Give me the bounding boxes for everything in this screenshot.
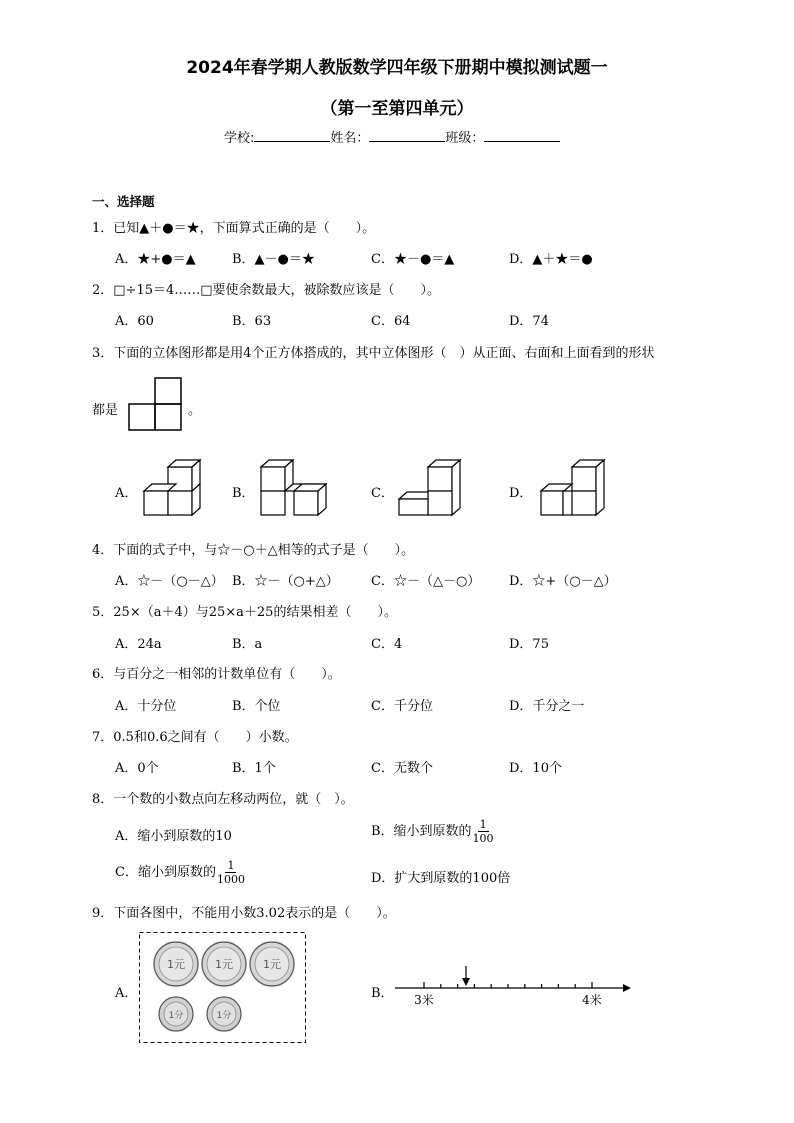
- coin-1-yuan: [202, 942, 246, 986]
- coin-1-fen: [207, 997, 241, 1031]
- ruler-figure[interactable]: [395, 962, 635, 1012]
- fraction-numerator: 1: [227, 859, 235, 872]
- cube-figure-c[interactable]: [398, 459, 463, 519]
- coins-figure[interactable]: [139, 932, 307, 1044]
- option-c[interactable]: C．千分位: [371, 699, 433, 714]
- option-a[interactable]: A．0个: [115, 761, 159, 776]
- option-d[interactable]: D．☆+（○－△）: [509, 574, 617, 589]
- option-c[interactable]: C．64: [371, 314, 411, 329]
- fraction-numerator: 1: [479, 818, 487, 831]
- name-label: 姓名：: [330, 131, 370, 146]
- ruler-label-end: 4米: [582, 993, 602, 1007]
- option-a[interactable]: A．60: [115, 314, 154, 329]
- option-b[interactable]: B．63: [232, 314, 272, 329]
- section-title: 一、选择题: [92, 194, 155, 209]
- question-stem-continued: 都是: [92, 403, 119, 418]
- svg-text:1元: 1元: [263, 958, 281, 971]
- coin-1-fen: [159, 997, 193, 1031]
- option-d[interactable]: D．▲＋★＝●: [509, 252, 593, 267]
- option-b[interactable]: B．a: [232, 637, 263, 652]
- option-c[interactable]: [115, 859, 245, 886]
- svg-text:1分: 1分: [168, 1011, 184, 1021]
- question-stem: 8．一个数的小数点向左移动两位，就（ ）。: [92, 792, 354, 807]
- fraction: [473, 818, 494, 845]
- school-field[interactable]: [254, 129, 330, 142]
- question-stem-end: 。: [188, 403, 202, 418]
- option-a[interactable]: A．★+●＝▲: [115, 252, 196, 267]
- option-d[interactable]: D．10个: [509, 761, 562, 776]
- student-info: [224, 127, 560, 146]
- option-b[interactable]: B．: [371, 986, 394, 1001]
- school-label: 学校:: [224, 131, 255, 146]
- question-stem: 2．□÷15＝4……□要使余数最大，被除数应该是（ ）。: [92, 283, 441, 298]
- option-c[interactable]: C．: [371, 486, 394, 501]
- cube-figure-a[interactable]: [144, 459, 206, 519]
- page-subtitle: （第一至第四单元）: [320, 99, 474, 119]
- svg-text:1分: 1分: [216, 1011, 232, 1021]
- option-c[interactable]: C．☆－（△－○）: [371, 574, 481, 589]
- svg-text:1元: 1元: [215, 958, 233, 971]
- page-title: 2024年春学期人教版数学四年级下册期中模拟测试题一: [186, 58, 608, 78]
- option-a[interactable]: A．: [115, 986, 138, 1001]
- class-field[interactable]: [484, 129, 560, 142]
- fraction-denominator: 1000: [216, 873, 245, 886]
- option-b[interactable]: B．▲－●＝★: [232, 252, 315, 267]
- cube-figure-b[interactable]: [260, 459, 335, 519]
- question-stem: 5．25×（a＋4）与25×a＋25的结果相差（ ）。: [92, 605, 397, 620]
- option-c-text: C．缩小到原数的: [115, 865, 216, 880]
- fraction-denominator: 100: [472, 832, 494, 845]
- option-d[interactable]: D．75: [509, 637, 549, 652]
- option-d[interactable]: D．千分之一: [509, 699, 585, 714]
- question-stem: 9．下面各图中，不能用小数3.02表示的是（ ）。: [92, 906, 396, 921]
- option-a[interactable]: A．缩小到原数的10: [115, 829, 232, 844]
- view-shape-figure: [128, 377, 184, 433]
- option-a[interactable]: A．☆－（○－△）: [115, 574, 224, 589]
- option-d[interactable]: D．扩大到原数的100倍: [371, 871, 511, 886]
- option-b[interactable]: [371, 818, 494, 845]
- coin-1-yuan: [154, 942, 198, 986]
- question-stem: 7．0.5和0.6之间有（ ）小数。: [92, 730, 298, 745]
- option-b[interactable]: B．1个: [232, 761, 276, 776]
- class-label: 班级：: [445, 131, 485, 146]
- option-d[interactable]: D．74: [509, 314, 549, 329]
- option-a[interactable]: A．十分位: [115, 699, 177, 714]
- option-c[interactable]: C．★－●＝▲: [371, 252, 455, 267]
- fraction: [217, 859, 245, 886]
- option-b-text: B．缩小到原数的: [371, 824, 472, 839]
- option-b[interactable]: B．个位: [232, 699, 281, 714]
- cube-figure-d[interactable]: [540, 459, 606, 519]
- option-b[interactable]: B．☆－（○+△）: [232, 574, 339, 589]
- option-d[interactable]: D．: [509, 486, 533, 501]
- coin-1-yuan: [250, 942, 294, 986]
- ruler-label-start: 3米: [414, 993, 434, 1007]
- name-field[interactable]: [369, 129, 445, 142]
- question-stem: 4．下面的式子中，与☆－○＋△相等的式子是（ ）。: [92, 543, 415, 558]
- question-stem: 1．已知▲＋●＝★，下面算式正确的是（ ）。: [92, 221, 376, 236]
- option-c[interactable]: C．无数个: [371, 761, 433, 776]
- option-a[interactable]: A．: [115, 486, 138, 501]
- question-stem: 6．与百分之一相邻的计数单位有（ ）。: [92, 667, 341, 682]
- option-a[interactable]: A．24a: [115, 637, 162, 652]
- option-b[interactable]: B．: [232, 486, 255, 501]
- question-stem: 3．下面的立体图形都是用4个正方体搭成的，其中立体图形（ ）从正面、右面和上面看到的形状: [92, 346, 655, 361]
- option-c[interactable]: C．4: [371, 637, 403, 652]
- svg-text:1元: 1元: [167, 958, 185, 971]
